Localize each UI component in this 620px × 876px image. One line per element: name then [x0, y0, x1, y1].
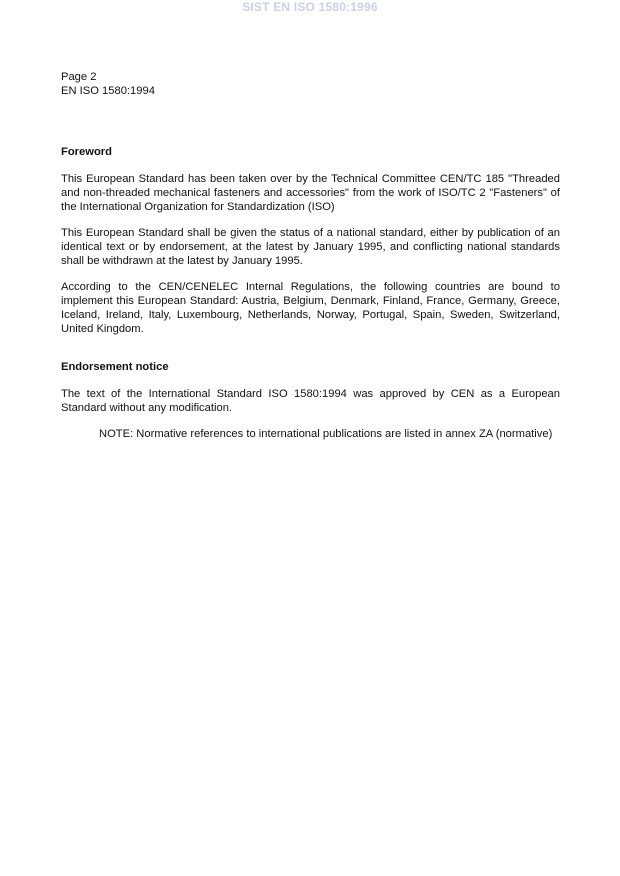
foreword-paragraph-2: This European Standard shall be given the status of a national standard, either by publication of an identical text or by endorsement, at the latest by January 1995, and conflicting national standards shall be withdrawn at the latest by January 1995. [61, 227, 560, 267]
endorsement-note: NOTE: Normative references to international publications are listed in annex ZA (normative) [99, 428, 553, 440]
foreword-heading: Foreword [61, 146, 112, 158]
endorsement-paragraph: The text of the International Standard ISO 1580:1994 was approved by CEN as a European Standard without any modification. [61, 388, 560, 414]
document-id: EN ISO 1580:1994 [61, 85, 155, 97]
foreword-paragraph-1: This European Standard has been taken over by the Technical Committee CEN/TC 185 "Threaded and non-threaded mechanical fasteners and accessories" from the work of ISO/TC 2 "Fasteners" of the International Organization for Standardization (ISO) [61, 173, 560, 213]
watermark: SIST EN ISO 1580:1996 [242, 0, 378, 14]
endorsement-heading: Endorsement notice [61, 361, 169, 373]
document-page [61, 70, 560, 452]
page-number: Page 2 [61, 71, 97, 83]
foreword-paragraph-3: According to the CEN/CENELEC Internal Regulations, the following countries are bound to implement this European Standard: Austria, Belgium, Denmark, Finland, France, Germany, Greece, Iceland, Ireland, Italy, Luxembourg, Netherlands, Norway, Portugal, Spain, Sweden, Switzerland, United Kingdom. [61, 281, 560, 335]
